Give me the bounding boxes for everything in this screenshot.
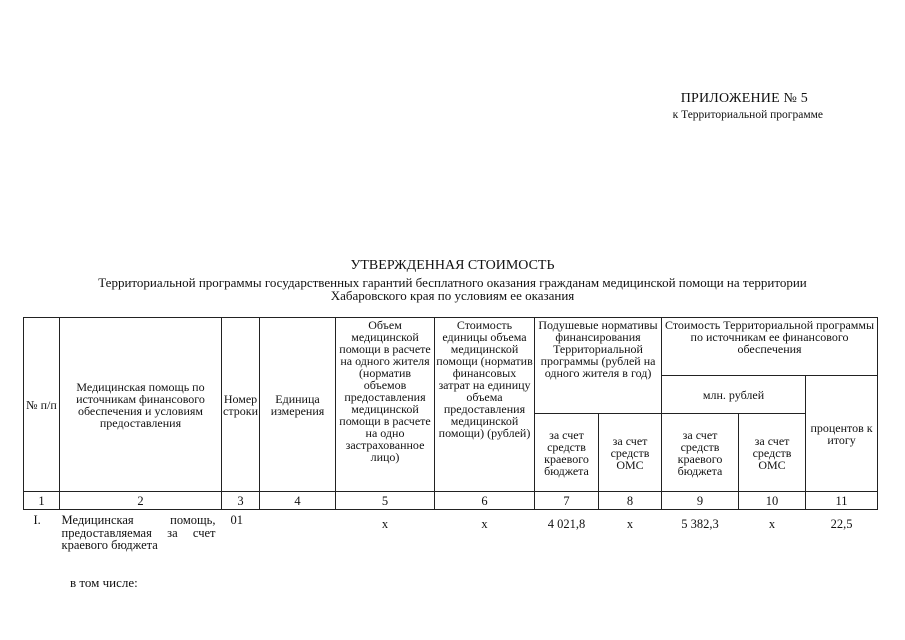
appendix-subtitle: к Территориальной программе (672, 109, 823, 121)
header-row-number: Номер строки (222, 318, 260, 492)
header-percent: процентов к итогу (806, 376, 878, 492)
appendix-heading (573, 90, 823, 122)
column-number: 9 (662, 492, 739, 510)
row-volume: x (381, 517, 389, 531)
column-number-row (24, 492, 878, 510)
header-regional-budget-mln: за счет средств краевого бюджета (662, 414, 739, 492)
column-number: 10 (739, 492, 806, 510)
cost-table (23, 317, 878, 552)
header-care: Медицинская помощь по источникам финансового обеспечения и условиям предоставления (60, 318, 222, 492)
column-number: 1 (24, 492, 60, 510)
row-percapita-budget: 4 021,8 (547, 517, 586, 531)
column-number: 7 (535, 492, 599, 510)
document-subtitle: Территориальной программы государственных гарантий бесплатного оказания гражданам медицинской помощи на территории Хабаровского края по условиям ее оказания (98, 275, 807, 303)
appendix-title: ПРИЛОЖЕНИЕ № 5 (680, 91, 808, 106)
row-percapita-oms: x (626, 517, 634, 531)
header-unit-cost: Стоимость единицы объема медицинской помощи (норматив финансовых затрат на единицу объема предоставления медицинской помощи) (рублей) (435, 318, 535, 492)
header-volume: Объем медицинской помощи в расчете на одного жителя (норматив объемов предоставления медицинской помощи в расчете на одно застрахованное лицо) (336, 318, 435, 492)
column-number: 11 (806, 492, 878, 510)
header-unit: Единица измерения (260, 318, 336, 492)
including-note: в том числе: (70, 575, 138, 590)
column-number: 4 (260, 492, 336, 510)
document-title: УТВЕРЖДЕННАЯ СТОИМОСТЬ (350, 258, 555, 273)
row-name: Медицинская помощь, предоставляемая за счет краевого бюджета (61, 513, 216, 552)
column-number: 8 (599, 492, 662, 510)
header-oms-mln: за счет средств ОМС (739, 414, 806, 492)
header-program-cost: Стоимость Территориальной программы по источникам ее финансового обеспечения (662, 318, 878, 376)
row-unit-cost: x (481, 517, 488, 531)
row-mln-budget: 5 382,3 (681, 517, 719, 531)
row-percent: 22,5 (830, 517, 853, 531)
row-unit (260, 510, 336, 552)
row-num: I. (33, 513, 41, 527)
header-mln-rubles: млн. рублей (662, 376, 806, 414)
column-number: 3 (222, 492, 260, 510)
column-number: 2 (60, 492, 222, 510)
row-mln-oms: x (768, 517, 776, 531)
header-per-capita: Подушевые нормативы финансирования Территориальной программы (рублей на одного жителя в год) (535, 318, 662, 414)
column-number: 5 (336, 492, 435, 510)
header-regional-budget: за счет средств краевого бюджета (535, 414, 599, 492)
column-number: 6 (435, 492, 535, 510)
table-row (24, 510, 878, 552)
row-code: 01 (230, 513, 243, 527)
header-oms: за счет средств ОМС (599, 414, 662, 492)
header-num: № п/п (24, 318, 60, 492)
